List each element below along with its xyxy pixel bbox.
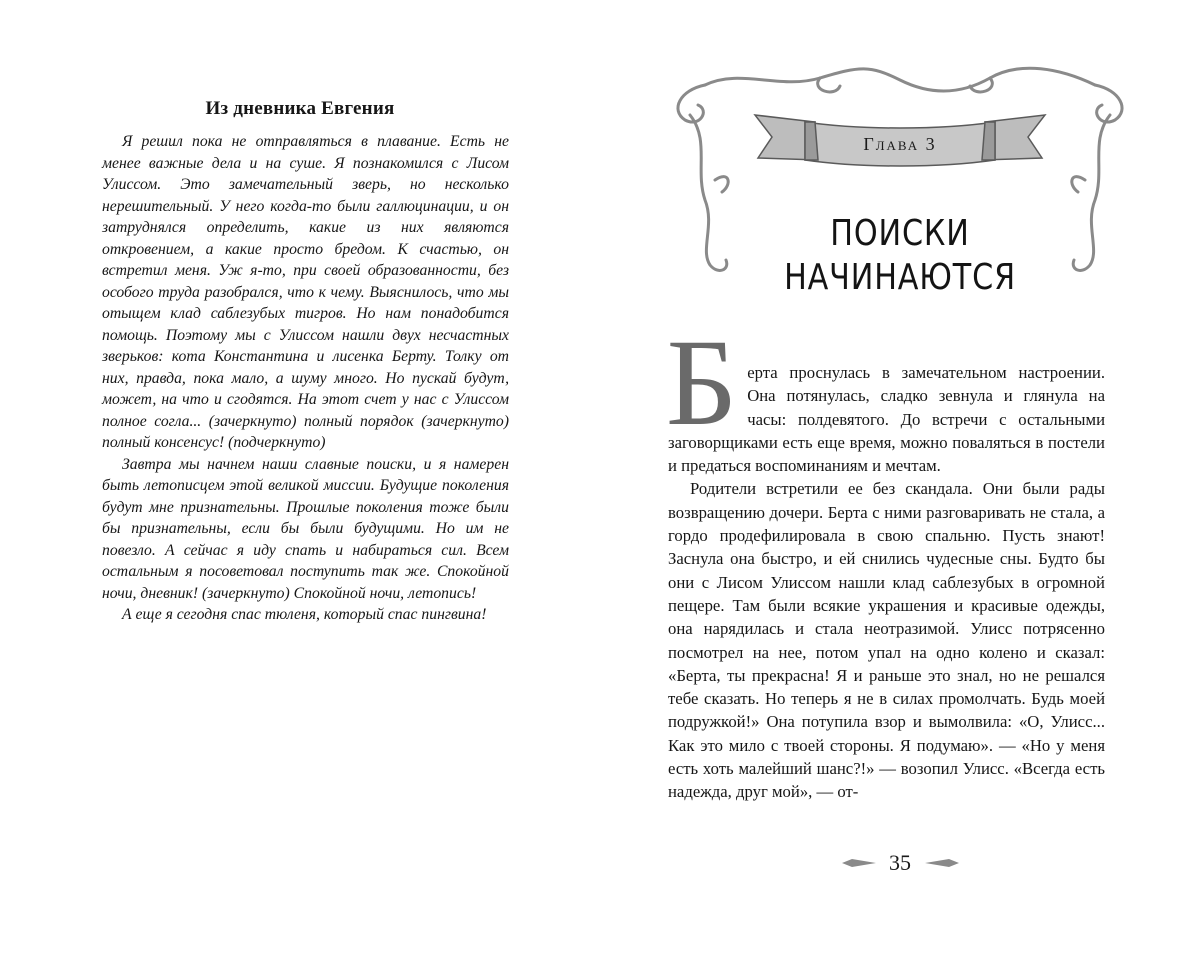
folio-right-ornament-icon — [925, 858, 959, 868]
chapter-number: Глава 3 — [863, 134, 937, 154]
diary-paragraph: Я решил пока не отправляться в плавание. Есть не менее важные дела и на суше. Я познакомился с Лисом Улиссом. Это замечательный зверь, но несколько нерешительный. У него когда-то были галлюцинации, и он затруднялся определить, какие из них являются откровением, а какие просто бредом. К счастью, он встретил меня. Уж я-то, при своей образованности, без особого труда разобрался, что к чему. Выяснилось, что мы отыщем клад саблезубых тигров. Но нам понадобится помощь. Поэтому мы с Улиссом нашли двух несчастных зверьков: кота Константина и лисенка Берту. Толку от них, правда, пока мало, а шуму много. Но пускай будут, может, на что и сгодятся. На этот счет у нас с Улиссом полное согла... (зачеркнуто) полный порядок (зачеркнуто) полный консенсус! (подчеркнуто) — [102, 133, 509, 451]
drop-cap: Б — [666, 314, 738, 451]
right-page — [600, 0, 1200, 955]
diary-paragraph: А еще я сегодня спас тюленя, который спас пингвина! — [122, 606, 487, 623]
story-text — [666, 314, 1105, 804]
folio-left-ornament-icon — [842, 858, 876, 868]
diary-heading: Из дневника Евгения — [205, 98, 395, 119]
story-paragraph: Родители встретили ее без скандала. Они были рады возвращению дочери. Берта с ними разговаривать не стала, а гордо продефилировала в свою спальню. Пусть знают! Заснула она быстро, и ей снились чудесные сны. Будто бы они с Лисом Улиссом нашли клад саблезубых в огромной пещере. Там были всякие украшения и красивые одежды, она нарядилась и стала неотразимой. Улисс потрясенно посмотрел на нее, потом упал на одно колено и сказал: «Берта, ты прекрасна! Я и раньше это знал, но не решался тебе сказать. Но теперь я не в силах промолчать. Будь моей подружкой!» Она потупила взор и вымолвила: «О, Улисс... Как это мило с твоей стороны. Я подумаю». — «Но у меня есть хоть малейший шанс?!» — возопил Улисс. «Всегда есть надежда, друг мой», — от- — [668, 479, 1105, 802]
diary-text — [102, 131, 509, 626]
page-number: 35 — [889, 849, 911, 875]
page-number-footer — [600, 848, 1200, 876]
story-paragraph-text: ерта проснулась в замечательном настроении. Она потянулась, сладко зевнула и глянула на часы: полдевятого. До встречи с остальными заговорщиками есть еще время, можно поваляться в постели и предаться воспоминаниям и мечтам. — [668, 363, 1105, 476]
chapter-title — [648, 212, 1152, 300]
chapter-title-line: НАЧИНАЮТСЯ — [784, 257, 1016, 298]
diary-paragraph: Завтра мы начнем наши славные поиски, и я намерен быть летописцем этой великой миссии. Будущие поколения будут мне признательны. Прошлые поколения тоже были бы признательны, если бы были будущими. Но им не повезло. А сейчас я иду спать и набираться сил. Всем остальным я посоветовал поступить так же. Спокойной ночи, дневник! (зачеркнуто) Спокойной ночи, летопись! — [102, 455, 509, 602]
story-paragraph — [666, 314, 1105, 477]
chapter-title-line: ПОИСКИ — [830, 213, 970, 254]
